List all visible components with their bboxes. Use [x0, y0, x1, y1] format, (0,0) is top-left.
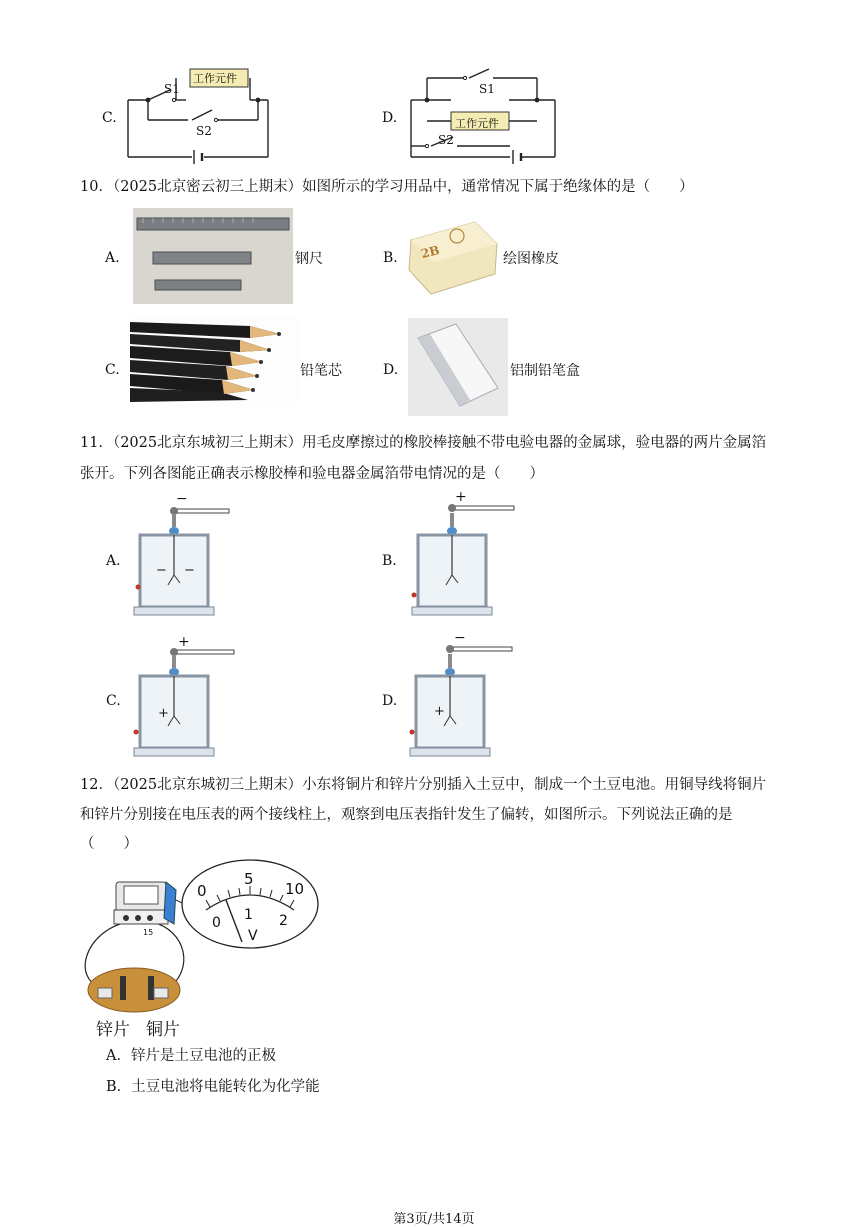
meter-bottom-scale-0: 0 [212, 915, 221, 931]
rod-charge-sign-a: − [176, 491, 188, 507]
page-footer: 第3页/共14页 [393, 1212, 475, 1227]
q11-option-b-letter: B. [382, 553, 397, 569]
electroscope-c [130, 636, 240, 761]
meter-bottom-scale-2: 2 [279, 913, 288, 929]
question-11-stem-line2: 张开。下列各图能正确表示橡胶棒和验电器金属箔带电情况的是（ ） [80, 466, 544, 482]
q12-option-a: A．锌片是土豆电池的正极 [106, 1048, 276, 1064]
meter-top-scale-0: 0 [197, 882, 207, 900]
question-12-stem-line1: 12．（2025北京东城初三上期末）小东将铜片和锌片分别插入土豆中，制成一个土豆电池。用铜导线将铜片 [80, 777, 767, 793]
question-11-stem-line1: 11．（2025北京东城初三上期末）用毛皮摩擦过的橡胶棒接触不带电验电器的金属球，验电器的两片金属箔 [80, 435, 767, 451]
q10-option-c-letter: C. [105, 362, 120, 378]
q11-option-c-letter: C. [106, 693, 121, 709]
electroscope-d [406, 630, 516, 761]
switch-s1-label-c: S1 [164, 82, 180, 96]
question-12-stem-line3: （ ） [80, 836, 138, 852]
q10-option-d-letter: D. [383, 362, 399, 378]
voltmeter-terminal-label: 15 [143, 928, 154, 937]
zinc-plate-label: 锌片 [96, 1020, 130, 1040]
rod-charge-sign-c: + [178, 634, 190, 650]
q10-option-a-letter: A. [105, 250, 120, 266]
option-d-label: D. [382, 110, 398, 126]
steel-ruler-image [133, 208, 293, 304]
eraser-image [405, 210, 501, 300]
electroscope-b [408, 489, 518, 620]
question-10-stem: 10．（2025北京密云初三上期末）如图所示的学习用品中，通常情况下属于绝缘体的是（ ） [80, 179, 694, 195]
pencils-image [130, 316, 298, 402]
q10-option-b-letter: B. [383, 250, 398, 266]
working-element-label-c: 工作元件 [193, 72, 237, 85]
option-c-label: C. [102, 110, 117, 126]
meter-top-scale-10: 10 [285, 880, 305, 898]
switch-s2-label-c: S2 [196, 124, 212, 138]
rod-charge-sign-b: + [455, 489, 467, 505]
meter-unit-label: V [248, 928, 258, 944]
foil-charge-sign-a-right: − [184, 563, 195, 578]
copper-plate-label: 铜片 [146, 1020, 180, 1040]
meter-top-scale-5: 5 [244, 870, 254, 888]
q10-option-d-caption: 铝制铅笔盒 [510, 363, 580, 379]
q12-option-b: B．土豆电池将电能转化为化学能 [106, 1079, 320, 1095]
rod-charge-sign-d: − [454, 630, 466, 646]
switch-s1-label-d: S1 [479, 82, 495, 96]
circuit-diagram-d [405, 60, 565, 165]
switch-s2-label-d: S2 [438, 133, 454, 147]
eraser-2b-mark: 2B [419, 242, 441, 262]
q11-option-a-letter: A. [106, 553, 121, 569]
foil-charge-sign-c: + [158, 706, 169, 721]
question-12-stem-line2: 和锌片分别接在电压表的两个接线柱上，观察到电压表指针发生了偏转，如图所示。下列说法正确的是 [80, 807, 733, 823]
q10-option-c-caption: 铅笔芯 [300, 363, 342, 379]
working-element-label-d: 工作元件 [455, 117, 499, 130]
q10-option-a-caption: 钢尺 [295, 251, 323, 267]
meter-bottom-scale-1: 1 [244, 907, 253, 923]
q10-option-b-caption: 绘图橡皮 [503, 251, 559, 267]
aluminum-pencil-box-image [408, 318, 508, 416]
foil-charge-sign-d: + [434, 704, 445, 719]
foil-charge-sign-a-left: − [156, 563, 167, 578]
electroscope-a [130, 491, 240, 620]
q11-option-d-letter: D. [382, 693, 398, 709]
